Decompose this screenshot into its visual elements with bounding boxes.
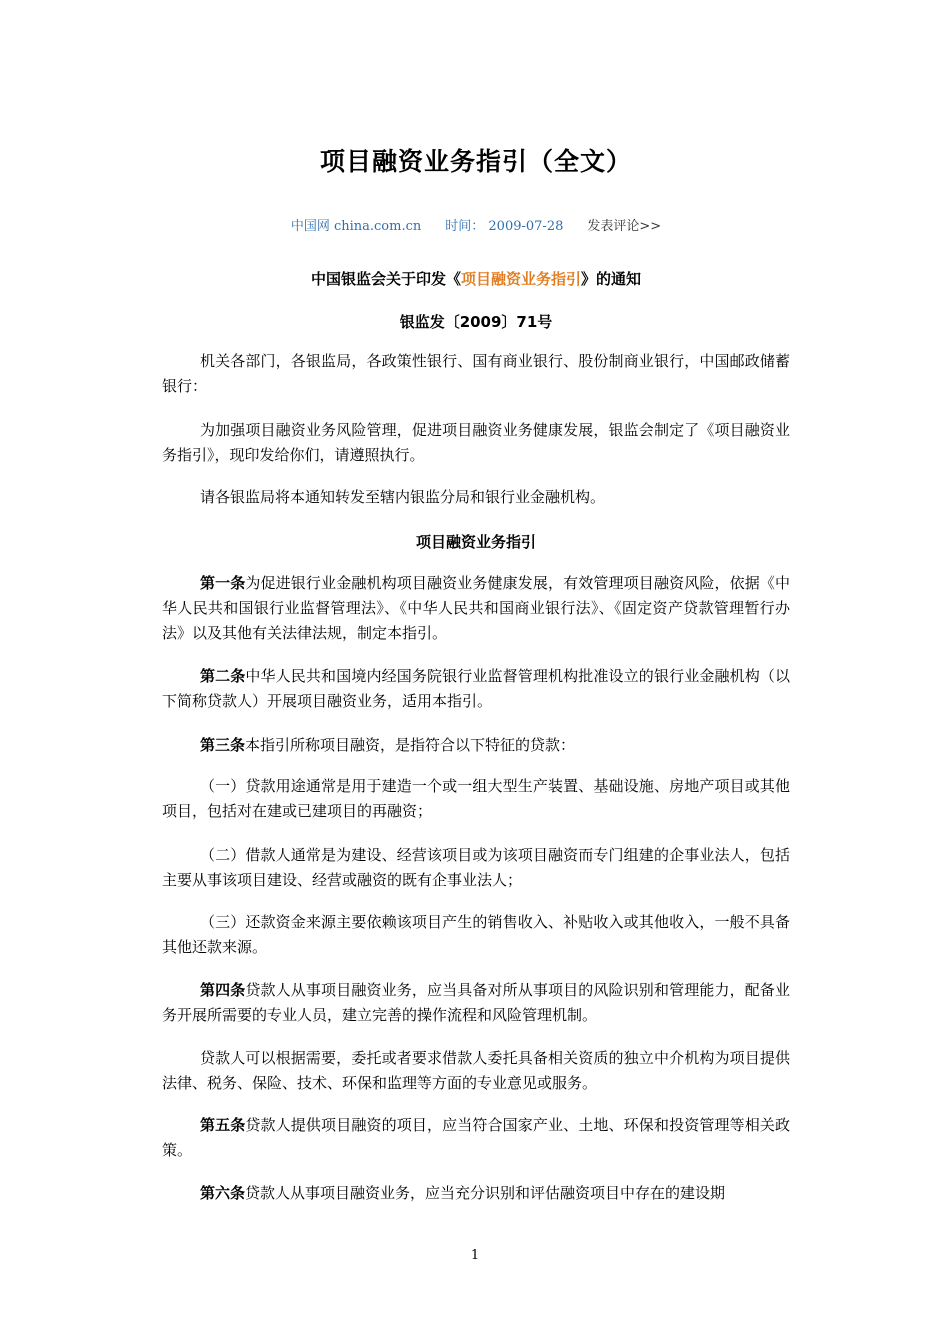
paragraph-forward: 请各银监局将本通知转发至辖内银监分局和银行业金融机构。 [200, 488, 606, 506]
article-3-text: 本指引所称项目融资，是指符合以下特征的贷款： [245, 736, 576, 754]
notice-heading-link[interactable]: 项目融资业务指引 [460, 270, 581, 288]
guide-title: 项目融资业务指引 [415, 533, 536, 551]
document-number: 银监发〔2009〕71号 [399, 313, 553, 331]
article-4-text: 贷款人从事项目融资业务，应当具备对所从事项目的风险识别和管理能力，配备业务开展所需要的专业人员，建立完善的操作流程和风险管理机制。 [162, 981, 790, 1024]
article-3-item-3: （三）还款资金来源主要依赖该项目产生的销售收入、补贴收入或其他收入，一般不具备其他还款来源。 [162, 913, 790, 956]
article-3 [162, 733, 790, 758]
publish-date: 2009-07-28 [488, 219, 564, 234]
time-label: 时间： [445, 219, 485, 234]
paragraph-recipients: 机关各部门，各银监局，各政策性银行、国有商业银行、股份制商业银行，中国邮政储蓄银行： [162, 352, 790, 395]
article-meta [162, 215, 790, 234]
article-6 [162, 1181, 790, 1206]
article-6-text: 贷款人从事项目融资业务，应当充分识别和评估融资项目中存在的建设期 [245, 1184, 726, 1202]
page-number: 1 [470, 1248, 480, 1263]
article-2 [162, 664, 790, 714]
notice-heading [162, 268, 790, 289]
article-5-label: 第五条 [200, 1116, 246, 1134]
article-2-text: 中华人民共和国境内经国务院银行业监督管理机构批准设立的银行业金融机构（以下简称贷款人）开展项目融资业务，适用本指引。 [162, 667, 790, 710]
article-4-paragraph-2: 贷款人可以根据需要，委托或者要求借款人委托具备相关资质的独立中介机构为项目提供法律、税务、保险、技术、环保和监理等方面的专业意见或服务。 [162, 1049, 790, 1092]
notice-heading-prefix: 中国银监会关于印发《 [310, 270, 461, 288]
article-3-label: 第三条 [200, 736, 246, 754]
paragraph-purpose: 为加强项目融资业务风险管理，促进项目融资业务健康发展，银监会制定了《项目融资业务指引》，现印发给你们，请遵照执行。 [162, 421, 790, 464]
article-4-label: 第四条 [200, 981, 246, 999]
article-5-text: 贷款人提供项目融资的项目，应当符合国家产业、土地、环保和投资管理等相关政策。 [162, 1116, 790, 1159]
article-4 [162, 978, 790, 1028]
article-1-label: 第一条 [200, 574, 246, 592]
comment-link[interactable]: 发表评论>> [587, 219, 662, 234]
source-link[interactable]: 中国网 china.com.cn [290, 219, 422, 234]
article-3-item-1: （一）贷款用途通常是用于建造一个或一组大型生产装置、基础设施、房地产项目或其他项目，包括对在建或已建项目的再融资； [162, 777, 790, 820]
article-2-label: 第二条 [200, 667, 246, 685]
article-3-item-2: （二）借款人通常是为建设、经营该项目或为该项目融资而专门组建的企事业法人，包括主要从事该项目建设、经营或融资的既有企事业法人； [162, 846, 790, 889]
page-title: 项目融资业务指引（全文） [319, 147, 632, 176]
article-1-text: 为促进银行业金融机构项目融资业务健康发展，有效管理项目融资风险，依据《中华人民共和国银行业监督管理法》、《中华人民共和国商业银行法》、《固定资产贷款管理暂行办法》以及其他有关法律法规，制定本指引。 [162, 574, 790, 642]
article-1 [162, 571, 790, 646]
notice-heading-suffix: 》的通知 [581, 270, 642, 288]
article-5 [162, 1113, 790, 1163]
article-6-label: 第六条 [200, 1184, 246, 1202]
